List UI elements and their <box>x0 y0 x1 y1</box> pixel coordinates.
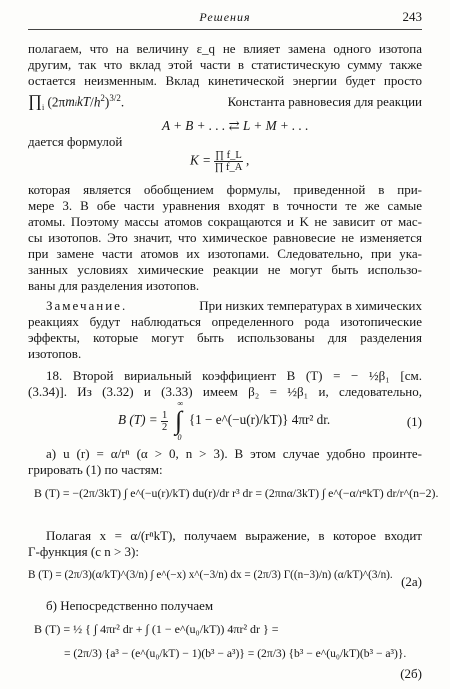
equilibrium-constant-formula: K = $\frac{\prod f\_L}{\prod f\_A}$ , <box>190 150 250 173</box>
by-parts-equation: B (T) = −(2π/3kT) ∫ e^(−u(r)/kT) du(r)/dr r³ dr = (2πnα/3kT) ∫ e^(−α/rⁿkT) dr/r^(n−2). <box>34 486 439 500</box>
text-line: б) Непосредственно получаем <box>46 598 214 613</box>
text-line: мере 3. В обе части уравнения входят в точности те же самые <box>28 198 422 213</box>
running-header <box>28 9 422 25</box>
kinetic-product-formula: $\prod_i$ $(2\pi mikT/h^2)^{3/2}$. <box>28 91 125 113</box>
text-line: грировать (1) по частям: <box>28 462 163 477</box>
k-numerator: ∏ f_L <box>215 150 242 161</box>
header-rule <box>28 29 422 30</box>
text-line: которая является обобщением формулы, приведенной в при- <box>28 182 422 197</box>
reaction-formula: A + B + . . . ⇄ L + M + . . . <box>162 118 309 133</box>
text-line: при замене части атомов их изотопами. Следовательно, при ука- <box>28 246 422 261</box>
equation-2b-line1: B (T) = ½ { ∫ 4πr² dr + ∫ (1 − e^(u₀/kT)) 4πr² dr } = <box>34 622 279 636</box>
text-line: реакциях будут наблюдаться определенного рода изотопические <box>28 314 422 329</box>
remark-label: Замечание. <box>46 298 128 313</box>
text-line: При низких температурах в химических <box>199 298 422 313</box>
equation-2a: B (T) = (2π/3)(α/kT)^(3/n) ∫ e^(−x) x^(−3/n) dx = (2π/3) Γ((n−3)/n) (α/kT)^(3/n). <box>28 569 393 581</box>
equation-2b-number: (2б) <box>400 666 422 681</box>
text-line: атомы. Поэтому массы атомов сокращаются и K не зависит от мас- <box>28 214 422 229</box>
text-line: изотопов. <box>28 346 82 361</box>
text-line: полагаем, что на величину ε_q не влияет замена одного изотопа <box>28 41 422 56</box>
text-line: а) u (r) = α/rⁿ (α > 0, n > 3). В этом случае удобно проинте- <box>46 446 422 461</box>
equation-2a-number: (2a) <box>401 574 422 589</box>
text-line: сы изотопов. Это значит, что химическое равновесие не изменяется <box>28 230 422 245</box>
text-line: (3.34)]. Из (3.32) и (3.33) имеем β₂ = ½β₁ и, следовательно, <box>28 384 422 399</box>
k-lhs: K = <box>190 152 211 168</box>
equation-2b-line2: = (2π/3) {a³ − (e^(u₀/kT) − 1)(b³ − a³)} = (2π/3) {b³ − e^(u₀/kT)(b³ − a³)}. <box>64 647 407 660</box>
text-line: занных условиях химические реакции не могут быть использо- <box>28 262 422 277</box>
page-number: 243 <box>402 9 422 24</box>
k-denominator: ∏ f_A <box>214 162 243 173</box>
header-title: Решения <box>199 10 251 24</box>
text-line: Константа равновесия для реакции <box>227 94 422 109</box>
text-line: остается неизменным. Вклад кинетической энергии будет просто <box>28 73 422 88</box>
equation-1-number: (1) <box>406 414 422 429</box>
text-line: дается формулой <box>28 134 123 149</box>
text-line: другим, так что вклад этой части в статистическую сумму также <box>28 57 422 72</box>
text-line: 18. Второй вириальный коэффициент B (T) = − ½β₁ [см. <box>46 368 422 383</box>
text-line: эффекты, которые могут быть использованы для разделения <box>28 330 422 345</box>
equation-1: B (T) = $\frac{1}{2}$ ∫ ∞ 0 {1 − e^(−u(r)/kT)} 4πr² dr. <box>118 399 331 442</box>
text-line: ваны для разделения изотопов. <box>28 278 200 293</box>
text-line: Γ-функция (с n > 3): <box>28 544 139 559</box>
text-line: Полагая x = α/(rⁿkT), получаем выражение, в которое входит <box>46 528 422 543</box>
